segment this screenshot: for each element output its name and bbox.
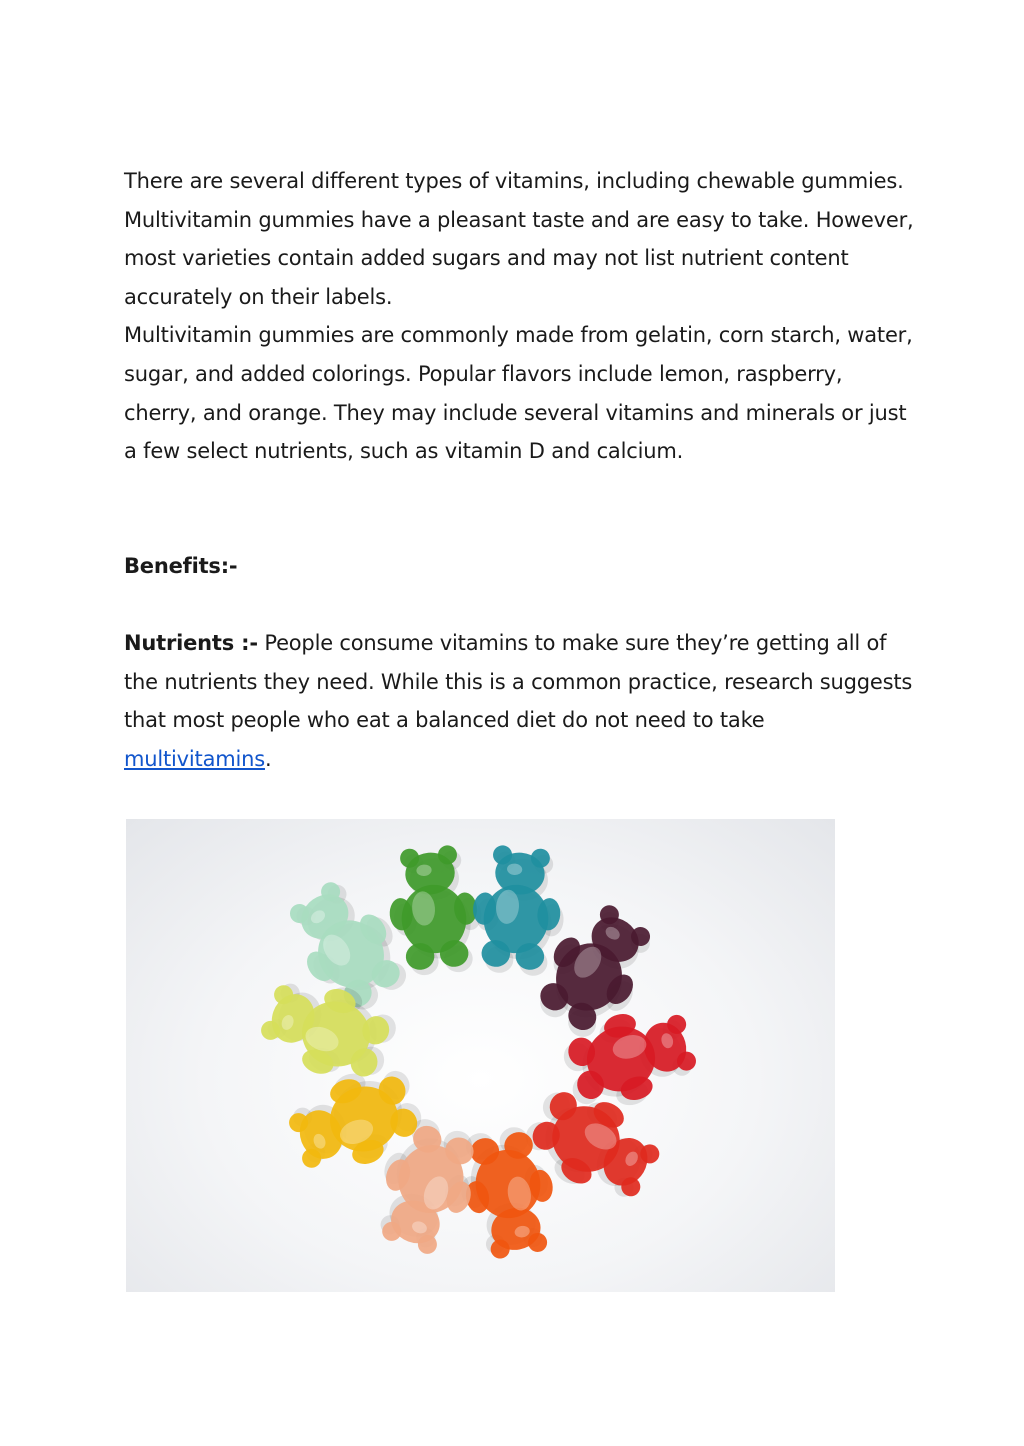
intro-paragraph-2: Multivitamin gummies are commonly made from gelatin, corn starch, water, sugar, and added colorings. Popular flavors include lemon, raspberry, cherry, and orange. They may include several vitamins and minerals or just a few select nutrients, such as vitamin D and calcium. [124,323,913,464]
nutrients-label: Nutrients :- [124,631,258,655]
gummy-bears-photo [126,819,835,1292]
intro-section [124,162,914,471]
benefits-heading: Benefits:- [124,554,238,578]
multivitamins-link[interactable]: multivitamins [124,746,265,771]
intro-paragraph-1: There are several different types of vitamins, including chewable gummies. Multivitamin gummies have a pleasant taste and are easy to take. However, most varieties contain added sugars and may not list nutrient content accurately on their labels. [124,169,914,309]
nutrients-text: People consume vitamins to make sure they’re getting all of the nutrients they need. While this is a common practice, research suggests that most people who eat a balanced diet do not need to take [124,631,913,733]
gummy-bear-green [384,843,486,978]
nutrients-trailing: . [264,746,272,771]
nutrients-paragraph [124,624,914,778]
